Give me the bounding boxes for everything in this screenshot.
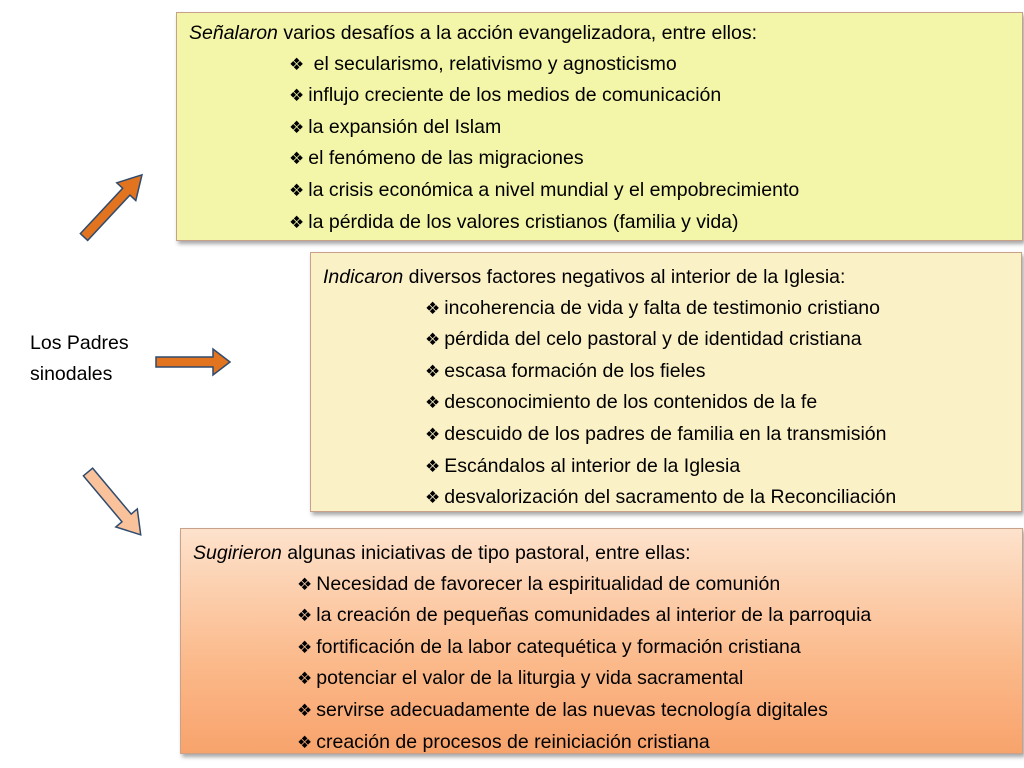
list-item bbox=[193, 569, 1022, 601]
list-item bbox=[193, 695, 1022, 727]
diamond-bullet-icon: ❖ bbox=[289, 212, 305, 232]
list-item-text: el fenómeno de las migraciones bbox=[308, 147, 584, 170]
negative-factors-list bbox=[323, 293, 1021, 514]
list-item bbox=[323, 293, 1021, 325]
pastoral-initiatives-box bbox=[180, 528, 1023, 754]
list-item-text: influjo creciente de los medios de comunicación bbox=[308, 84, 722, 107]
negative-factors-intro bbox=[323, 262, 1021, 293]
list-item-text: la creación de pequeñas comunidades al interior de la parroquia bbox=[316, 604, 872, 627]
list-item bbox=[189, 49, 1022, 81]
list-item-text: creación de procesos de reiniciación cristiana bbox=[316, 730, 710, 753]
diamond-bullet-icon: ❖ bbox=[289, 180, 305, 200]
list-item bbox=[323, 324, 1021, 356]
list-item-text: el secularismo, relativismo y agnosticismo bbox=[308, 52, 677, 75]
list-item bbox=[189, 175, 1022, 207]
diamond-bullet-icon: ❖ bbox=[289, 117, 305, 137]
pastoral-initiatives-intro-text: algunas iniciativas de tipo pastoral, entre ellas: bbox=[281, 542, 691, 564]
subject-label bbox=[30, 328, 129, 389]
list-item bbox=[323, 419, 1021, 451]
diamond-bullet-icon: ❖ bbox=[297, 732, 313, 752]
list-item-text: desvalorización del sacramento de la Reconciliación bbox=[444, 486, 897, 509]
list-item bbox=[323, 482, 1021, 514]
diamond-bullet-icon: ❖ bbox=[425, 361, 441, 381]
challenges-verb: Señalaron bbox=[189, 22, 278, 44]
list-item bbox=[193, 632, 1022, 664]
diamond-bullet-icon: ❖ bbox=[289, 54, 305, 74]
list-item-text: la expansión del Islam bbox=[308, 115, 502, 138]
arrow-up-right bbox=[74, 166, 151, 246]
list-item-text: servirse adecuadamente de las nuevas tecnología digitales bbox=[316, 698, 828, 721]
subject-line-1: Los Padres bbox=[30, 332, 129, 354]
challenges-list bbox=[189, 49, 1022, 239]
diamond-bullet-icon: ❖ bbox=[425, 298, 441, 318]
list-item bbox=[193, 727, 1022, 759]
diamond-bullet-icon: ❖ bbox=[425, 393, 441, 413]
list-item bbox=[189, 112, 1022, 144]
list-item-text: desconocimiento de los contenidos de la fe bbox=[444, 391, 818, 414]
list-item bbox=[323, 387, 1021, 419]
list-item bbox=[189, 80, 1022, 112]
diamond-bullet-icon: ❖ bbox=[289, 149, 305, 169]
list-item bbox=[193, 600, 1022, 632]
list-item-text: fortificación de la labor catequética y formación cristiana bbox=[316, 635, 801, 658]
list-item bbox=[189, 143, 1022, 175]
diamond-bullet-icon: ❖ bbox=[425, 424, 441, 444]
diamond-bullet-icon: ❖ bbox=[297, 606, 313, 626]
list-item-text: potenciar el valor de la liturgia y vida sacramental bbox=[316, 667, 744, 690]
arrow-down-right bbox=[77, 463, 151, 544]
list-item-text: la crisis económica a nivel mundial y el empobrecimiento bbox=[308, 178, 800, 201]
challenges-box bbox=[176, 12, 1023, 241]
diamond-bullet-icon: ❖ bbox=[425, 330, 441, 350]
list-item-text: la pérdida de los valores cristianos (familia y vida) bbox=[308, 210, 739, 233]
challenges-intro-text: varios desafíos a la acción evangelizadora, entre ellos: bbox=[277, 22, 758, 44]
subject-line-2: sinodales bbox=[30, 362, 113, 385]
pastoral-initiatives-list bbox=[193, 569, 1022, 759]
list-item bbox=[193, 663, 1022, 695]
list-item bbox=[189, 207, 1022, 239]
list-item-text: escasa formación de los fieles bbox=[444, 359, 706, 382]
pastoral-initiatives-intro bbox=[193, 538, 1022, 569]
arrow-right bbox=[156, 349, 230, 375]
negative-factors-box bbox=[310, 252, 1022, 512]
diamond-bullet-icon: ❖ bbox=[297, 637, 313, 657]
list-item bbox=[323, 356, 1021, 388]
negative-factors-intro-text: diversos factores negativos al interior de la Iglesia: bbox=[403, 266, 846, 288]
list-item bbox=[323, 451, 1021, 483]
negative-factors-verb: Indicaron bbox=[323, 266, 404, 288]
pastoral-initiatives-verb: Sugirieron bbox=[193, 542, 282, 564]
diamond-bullet-icon: ❖ bbox=[425, 456, 441, 476]
diamond-bullet-icon: ❖ bbox=[297, 669, 313, 689]
list-item-text: pérdida del celo pastoral y de identidad cristiana bbox=[444, 328, 862, 351]
list-item-text: descuido de los padres de familia en la transmisión bbox=[444, 422, 887, 445]
challenges-intro bbox=[189, 18, 1022, 49]
list-item-text: Escándalos al interior de la Iglesia bbox=[444, 454, 741, 477]
diamond-bullet-icon: ❖ bbox=[297, 574, 313, 594]
list-item-text: incoherencia de vida y falta de testimonio cristiano bbox=[444, 296, 880, 319]
list-item-text: Necesidad de favorecer la espiritualidad de comunión bbox=[316, 572, 781, 595]
diamond-bullet-icon: ❖ bbox=[297, 700, 313, 720]
diamond-bullet-icon: ❖ bbox=[289, 86, 305, 106]
diamond-bullet-icon: ❖ bbox=[425, 488, 441, 508]
